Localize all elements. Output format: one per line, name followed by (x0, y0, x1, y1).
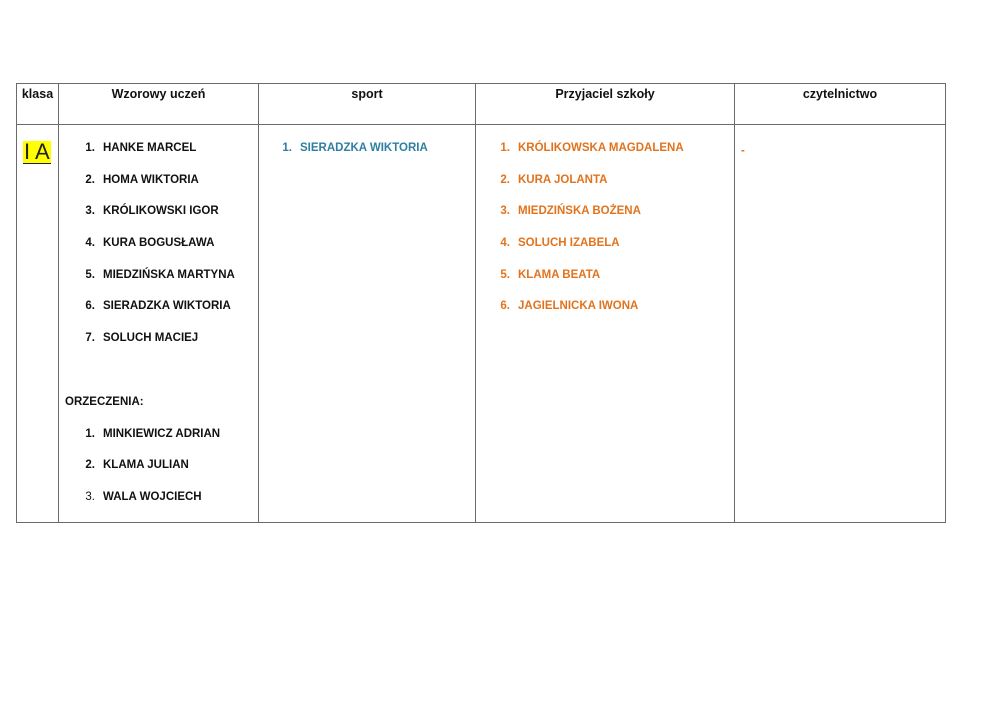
list-item: 4. KURA BOGUSŁAWA (85, 237, 215, 250)
list-item: 1. SIERADZKA WIKTORIA (282, 142, 428, 154)
czytelnictwo-cell (735, 125, 946, 523)
header-row (17, 84, 946, 125)
header-wzorowy-uczen: Wzorowy uczeń (59, 84, 259, 125)
list-item: 6. JAGIELNICKA IWONA (500, 300, 639, 313)
przyjaciel-szkoly-cell (476, 125, 735, 523)
awards-table (16, 83, 946, 523)
czytelnictwo-value: - (741, 145, 745, 157)
przyjaciel-szkoly-list (476, 141, 734, 331)
sport-cell (259, 125, 476, 523)
wzorowy-uczen-list (59, 141, 258, 363)
list-item: 6. SIERADZKA WIKTORIA (85, 300, 231, 313)
list-item: 2. KURA JOLANTA (500, 173, 608, 186)
list-item: 2. HOMA WIKTORIA (85, 173, 199, 186)
list-item: 1. KRÓLIKOWSKA MAGDALENA (500, 142, 684, 154)
list-item: 1. MINKIEWICZ ADRIAN (85, 427, 221, 440)
header-sport: sport (259, 84, 476, 125)
list-item: 7. SOLUCH MACIEJ (85, 332, 199, 345)
list-item: 1. HANKE MARCEL (85, 142, 197, 154)
orzeczenia-heading: ORZECZENIA: (65, 395, 144, 408)
klasa-cell (17, 125, 59, 523)
sport-list (259, 141, 475, 173)
list-item: 3. KRÓLIKOWSKI IGOR (85, 205, 219, 218)
list-item: 5. KLAMA BEATA (500, 268, 601, 281)
header-czytelnictwo: czytelnictwo (735, 84, 946, 125)
wzorowy-uczen-cell (59, 125, 259, 523)
list-item: 3. MIEDZIŃSKA BOŻENA (500, 205, 641, 218)
list-item: 5. MIEDZIŃSKA MARTYNA (85, 268, 235, 281)
header-klasa: klasa (17, 84, 59, 125)
list-item: 3. WALA WOJCIECH (85, 490, 202, 503)
orzeczenia-list (59, 427, 258, 522)
list-item: 2. KLAMA JULIAN (85, 459, 189, 472)
class-label: I A (24, 139, 50, 164)
class-row (17, 125, 946, 523)
header-przyjaciel-szkoly: Przyjaciel szkoły (476, 84, 735, 125)
list-item: 4. SOLUCH IZABELA (500, 237, 620, 250)
